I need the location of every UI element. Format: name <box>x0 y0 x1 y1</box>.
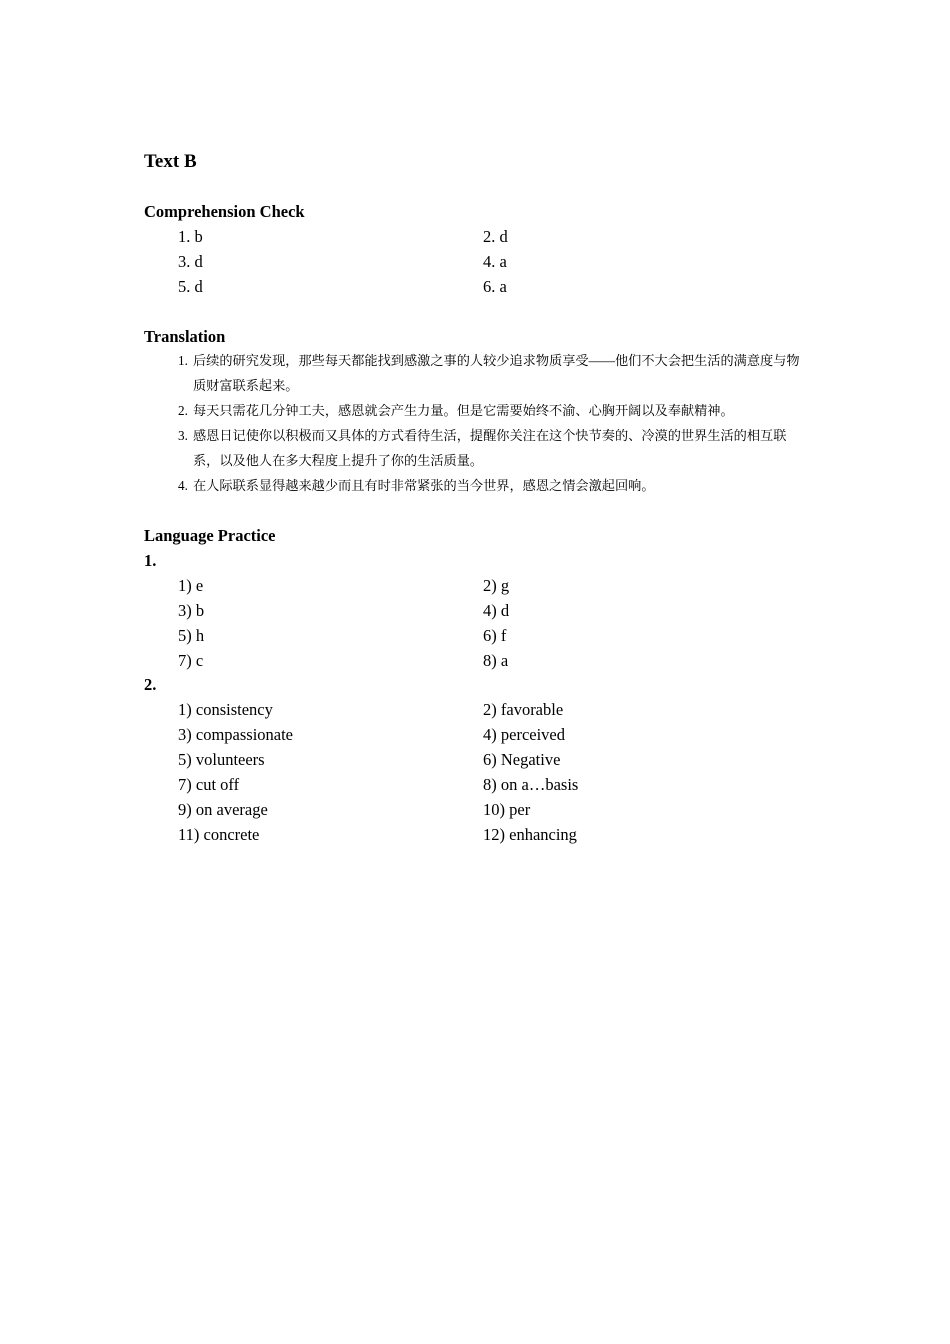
answer-item: 3) compassionate <box>178 725 294 744</box>
answer-item: 1) e <box>178 576 204 595</box>
language-practice-heading: Language Practice <box>144 526 276 545</box>
answer-item: 2) favorable <box>483 700 564 719</box>
answer-item: 2) g <box>483 576 510 595</box>
item-number: 1. <box>178 353 188 368</box>
answer-item: 6) Negative <box>483 750 561 769</box>
answer-item: 1. b <box>178 227 203 246</box>
answer-item: 5. d <box>178 277 203 296</box>
translation-item <box>178 398 810 423</box>
item-number: 4. <box>178 478 188 493</box>
part-2-answers <box>178 697 698 847</box>
comprehension-answers <box>178 224 698 299</box>
answer-item: 4) perceived <box>483 725 565 744</box>
part-1-label: 1. <box>144 551 157 570</box>
translation-item <box>178 348 810 398</box>
answer-item: 2. d <box>483 227 508 246</box>
item-number: 3. <box>178 428 188 443</box>
answer-item: 8) on a…basis <box>483 775 579 794</box>
answer-item: 12) enhancing <box>483 825 577 844</box>
item-number: 2. <box>178 403 188 418</box>
answer-item: 4) d <box>483 601 510 620</box>
page-title: Text B <box>144 151 197 172</box>
answer-item: 5) h <box>178 626 205 645</box>
answer-item: 3. d <box>178 252 203 271</box>
translation-item <box>178 473 810 498</box>
answer-item: 6) f <box>483 626 507 645</box>
answer-item: 7) cut off <box>178 775 240 794</box>
answer-item: 4. a <box>483 252 507 271</box>
translation-text: 每天只需花几分钟工夫，感恩就会产生力量。但是它需要始终不渝、心胸开阔以及奉献精神。 <box>193 403 734 418</box>
translation-text: 后续的研究发现，那些每天都能找到感激之事的人较少追求物质享受——他们不大会把生活的满意度与物质财富联系起来。 <box>193 353 800 393</box>
part-2-label: 2. <box>144 675 157 694</box>
answer-item: 8) a <box>483 651 509 670</box>
answer-item: 3) b <box>178 601 205 620</box>
answer-item: 9) on average <box>178 800 268 819</box>
translation-text: 在人际联系显得越来越少而且有时非常紧张的当今世界，感恩之情会激起回响。 <box>193 478 655 493</box>
comprehension-heading: Comprehension Check <box>144 202 305 221</box>
answer-item: 6. a <box>483 277 507 296</box>
answer-item: 10) per <box>483 800 531 819</box>
answer-item: 5) volunteers <box>178 750 265 769</box>
translation-item <box>178 423 810 473</box>
answer-item: 7) c <box>178 651 204 670</box>
translation-heading: Translation <box>144 327 226 346</box>
part-1-answers <box>178 573 698 673</box>
translation-text: 感恩日记使你以积极而又具体的方式看待生活，提醒你关注在这个快节奏的、冷漠的世界生活的相互联系，以及他人在多大程度上提升了你的生活质量。 <box>193 428 787 468</box>
answer-item: 1) consistency <box>178 700 273 719</box>
translation-list <box>178 348 810 498</box>
answer-item: 11) concrete <box>178 825 260 844</box>
